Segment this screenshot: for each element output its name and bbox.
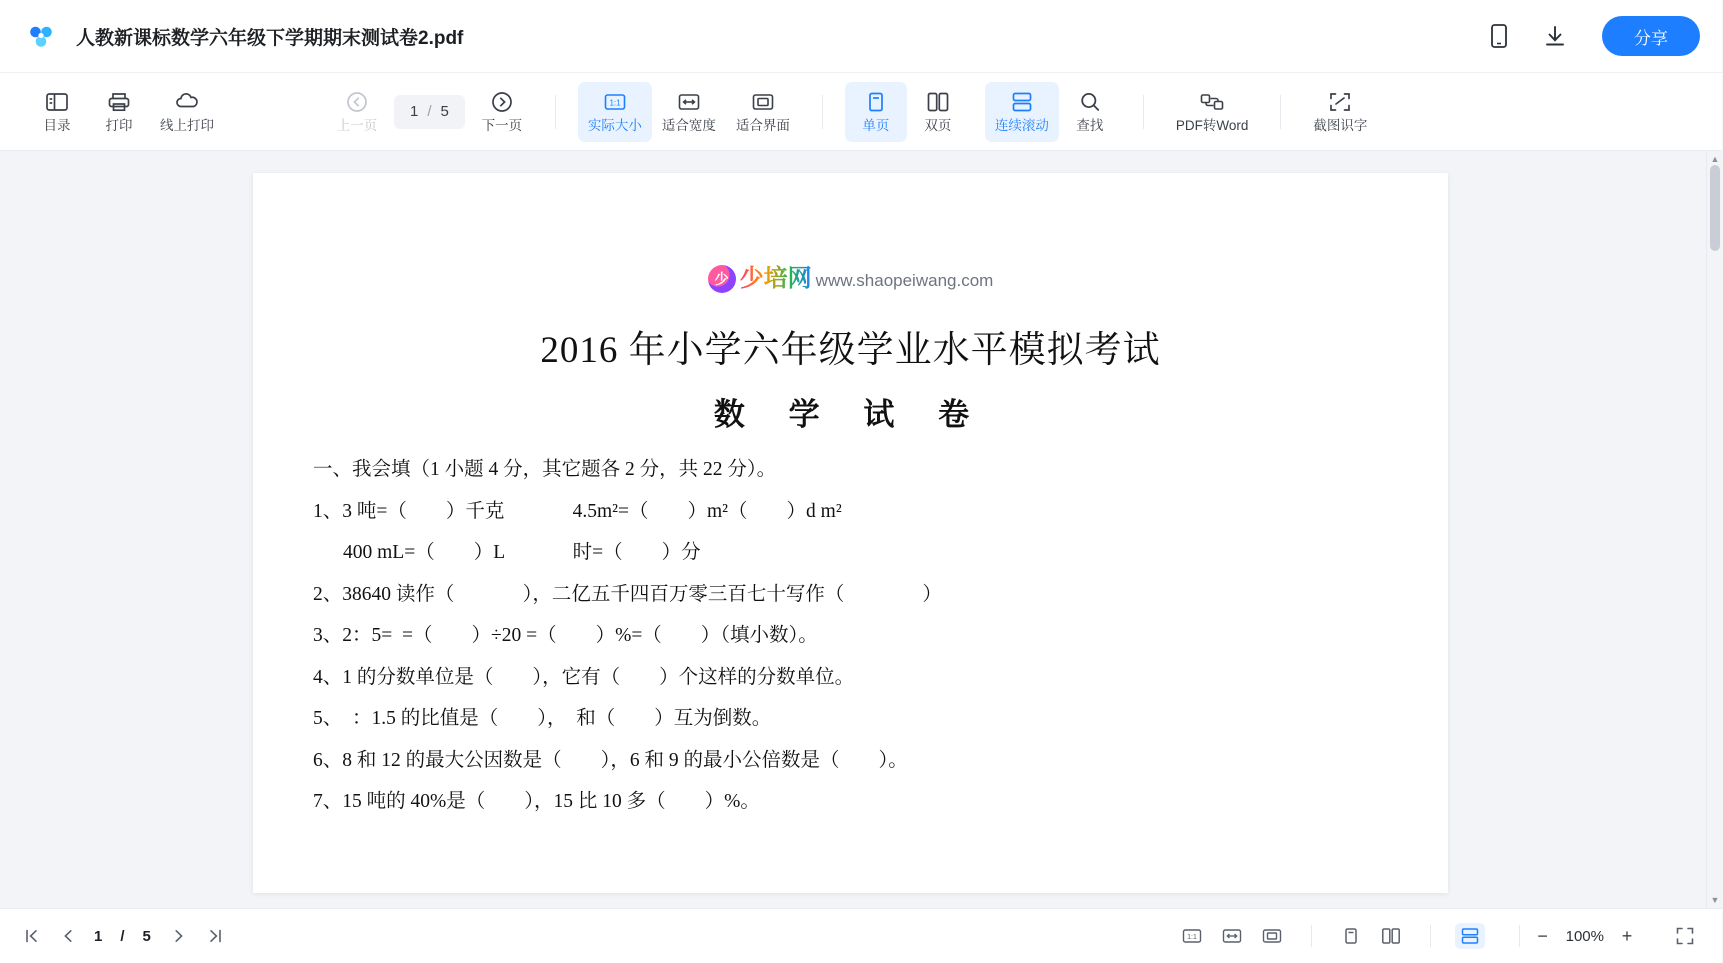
- exam-line: 400 mL=（ ）L 时=（ ）分: [343, 542, 701, 563]
- status-current-page[interactable]: 1: [94, 927, 105, 945]
- status-actual-size-icon[interactable]: [1177, 923, 1207, 949]
- page-total: 5: [440, 103, 449, 120]
- exam-line: 一、我会填（1 小题 4 分，其它题各 2 分，共 22 分）。: [313, 459, 777, 480]
- last-page-icon[interactable]: [205, 926, 225, 946]
- printer-icon: [107, 90, 131, 114]
- tool-single-page-label: 单页: [862, 118, 890, 134]
- watermark-logo-icon: 少: [708, 265, 736, 293]
- tool-pdf-to-word-label: PDF转Word: [1175, 118, 1249, 134]
- status-bar: [0, 908, 1722, 963]
- status-double-page-icon[interactable]: [1376, 923, 1406, 949]
- tool-actual-size[interactable]: [578, 82, 652, 142]
- zoom-in-button[interactable]: +: [1621, 925, 1633, 946]
- tool-pdf-to-word[interactable]: [1166, 82, 1259, 142]
- tool-next-page-label: 下一页: [481, 118, 523, 134]
- watermark-url: www.shaopeiwang.com: [815, 271, 994, 290]
- zoom-level[interactable]: 100%: [1565, 927, 1604, 945]
- pdf-to-word-icon: [1199, 90, 1225, 114]
- tool-double-page-label: 双页: [924, 118, 952, 134]
- status-page-separator: /: [120, 927, 127, 945]
- exam-subtitle: 数 学 试 卷: [713, 397, 988, 432]
- next-page-icon[interactable]: [169, 926, 189, 946]
- first-page-icon[interactable]: [22, 926, 42, 946]
- page-separator: /: [427, 103, 432, 120]
- toolbar-divider-4: [1280, 95, 1281, 129]
- cloud-print-icon: [174, 90, 200, 114]
- wps-cloud-logo-icon: [22, 17, 60, 55]
- exam-line: 7、15 吨的 40%是（ ），15 比 10 多（ ）%。: [313, 791, 760, 812]
- search-icon: [1078, 90, 1102, 114]
- status-view-controls: [1177, 923, 1485, 949]
- page-navigation: [22, 926, 225, 946]
- screenshot-ocr-icon: [1328, 90, 1352, 114]
- status-divider-1: [1311, 925, 1312, 947]
- tool-fit-width[interactable]: [652, 82, 726, 142]
- fullscreen-control: [1670, 923, 1700, 949]
- prev-page-icon[interactable]: [58, 926, 78, 946]
- fullscreen-icon[interactable]: [1670, 923, 1700, 949]
- tool-search-label: 查找: [1076, 118, 1104, 134]
- single-page-icon: [865, 90, 887, 114]
- tool-fit-width-label: 适合宽度: [661, 118, 716, 134]
- page-number-box[interactable]: [394, 95, 465, 129]
- status-fit-page-icon[interactable]: [1257, 923, 1287, 949]
- toolbar-divider-1: [555, 95, 556, 129]
- scroll-down-icon[interactable]: ▼: [1710, 895, 1720, 905]
- tool-next-page[interactable]: [471, 82, 533, 142]
- continuous-scroll-icon: [1010, 90, 1034, 114]
- fit-page-icon: [751, 90, 775, 114]
- scroll-up-icon[interactable]: ▲: [1710, 154, 1720, 164]
- toolbar-divider-2: [822, 95, 823, 129]
- toolbar-divider-3: [1143, 95, 1144, 129]
- tool-cloud-print[interactable]: [150, 82, 224, 142]
- tool-outline[interactable]: [26, 82, 88, 142]
- svg-text:1:1: 1:1: [609, 98, 621, 108]
- tool-prev-page[interactable]: [326, 82, 388, 142]
- exam-line: 2、38640 读作（ ），二亿五千四百万零三百七十写作（ ）: [313, 583, 942, 605]
- watermark-brand: 少培网: [740, 258, 812, 293]
- mobile-phone-icon[interactable]: [1484, 21, 1514, 51]
- tool-single-page[interactable]: [845, 82, 907, 142]
- document-viewport[interactable]: [0, 151, 1722, 908]
- download-icon[interactable]: [1540, 21, 1570, 51]
- tool-print-label: 打印: [105, 118, 133, 134]
- document-title: 人教新课标数学六年级下学期期末测试卷2.pdf: [76, 27, 464, 49]
- tool-search[interactable]: [1059, 82, 1121, 142]
- exam-line: 6、8 和 12 的最大公因数是（ ），6 和 9 的最小公倍数是（ ）。: [313, 749, 908, 771]
- svg-text:1:1: 1:1: [1186, 934, 1197, 941]
- watermark: [313, 258, 1388, 293]
- status-divider-2: [1430, 925, 1431, 947]
- exam-line: 5、 ：1.5 的比值是（ ）， 和（ ）互为倒数。: [313, 708, 772, 729]
- tool-screenshot-ocr-label: 截图识字: [1313, 118, 1368, 134]
- vertical-scrollbar[interactable]: [1706, 151, 1722, 908]
- tool-prev-page-label: 上一页: [336, 118, 378, 134]
- tool-cloud-print-label: 线上打印: [160, 118, 214, 134]
- tool-continuous-scroll-label: 连续滚动: [994, 118, 1049, 134]
- page-input[interactable]: 1: [410, 103, 419, 120]
- tool-fit-page-label: 适合界面: [735, 118, 790, 134]
- tool-continuous-scroll[interactable]: [985, 82, 1059, 142]
- zoom-out-button[interactable]: −: [1537, 925, 1548, 946]
- prev-page-icon: [345, 90, 369, 114]
- status-total-pages: 5: [142, 927, 153, 945]
- exam-body: [313, 460, 1388, 812]
- tool-fit-page[interactable]: [726, 82, 800, 142]
- status-divider-3: [1519, 925, 1520, 947]
- exam-title: 2016 年小学六年级学业水平模拟考试: [540, 330, 1161, 371]
- actual-size-icon: [603, 90, 627, 114]
- tool-double-page[interactable]: [907, 82, 969, 142]
- title-bar-actions: [1484, 16, 1700, 56]
- zoom-controls: [1534, 926, 1636, 947]
- toolbar: [0, 73, 1722, 151]
- title-bar: [0, 0, 1722, 73]
- outline-panel-icon: [45, 90, 69, 114]
- exam-line: 3、2：5= =（ ）÷20 =（ ）%=（ ）（填小数）。: [313, 625, 818, 646]
- tool-screenshot-ocr[interactable]: [1303, 82, 1377, 142]
- exam-line: 4、1 的分数单位是（ ），它有（ ）个这样的分数单位。: [313, 666, 855, 688]
- fit-width-icon: [677, 90, 701, 114]
- exam-line: 1、3 吨=（ ）千克 4.5m²=（ ）m²（ ）d m²: [313, 500, 842, 522]
- tool-actual-size-label: 实际大小: [587, 118, 642, 134]
- pdf-page-1: [253, 173, 1448, 893]
- scrollbar-thumb[interactable]: [1710, 165, 1720, 251]
- status-continuous-scroll-icon[interactable]: [1455, 923, 1485, 949]
- tool-print[interactable]: [88, 82, 150, 142]
- tool-outline-label: 目录: [43, 118, 71, 134]
- status-single-page-icon[interactable]: [1336, 923, 1366, 949]
- next-page-icon: [490, 90, 514, 114]
- share-button[interactable]: 分享: [1602, 16, 1700, 56]
- double-page-icon: [926, 90, 950, 114]
- status-fit-width-icon[interactable]: [1217, 923, 1247, 949]
